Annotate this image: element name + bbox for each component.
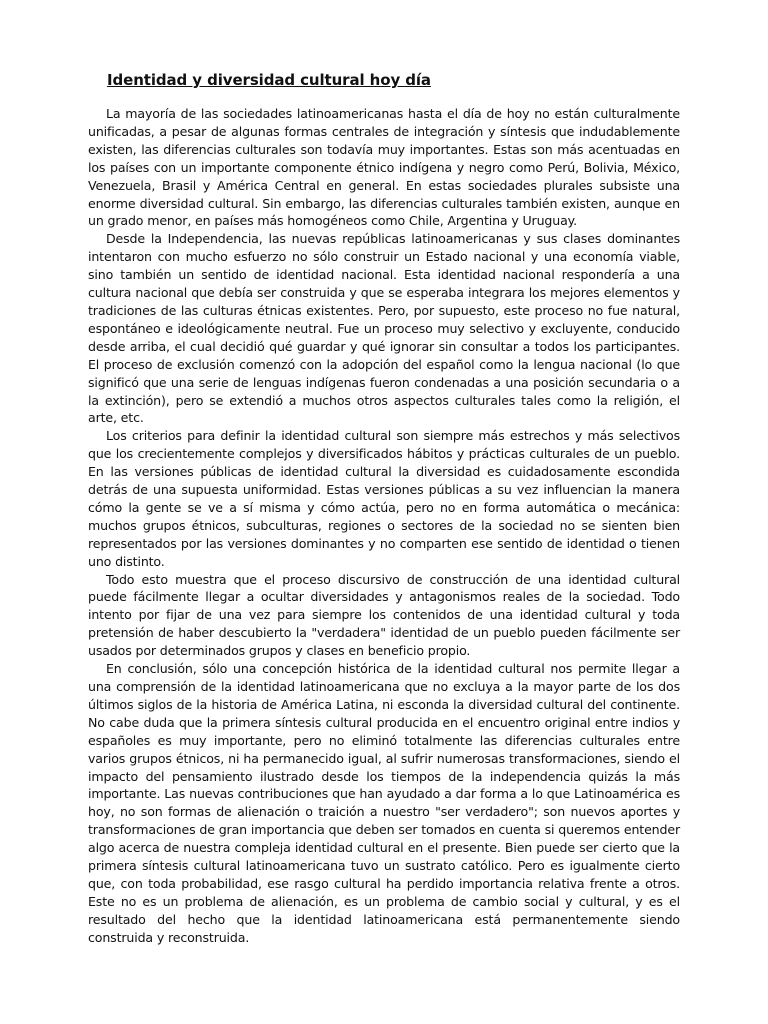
- document-page: [88, 70, 680, 947]
- paragraph-4: Todo esto muestra que el proceso discursivo de construcción de una identidad cultural puede fácilmente llegar a ocultar diversidades y antagonismos reales de la sociedad. Todo intento por fijar de una vez para siempre los contenidos de una identidad cultural y toda pretensión de haber descubierto la "verdadera" identidad de un pueblo pueden fácilmente ser usados por determinados grupos y clases en beneficio propio.: [88, 571, 680, 659]
- paragraph-5: En conclusión, sólo una concepción histórica de la identidad cultural nos permite llegar a una comprensión de la identidad latinoamericana que no excluya a la mayor parte de los dos últimos siglos de la historia de América Latina, ni esconda la diversidad cultural del continente. No cabe duda que la primera síntesis cultural producida en el encuentro original entre indios y españoles es muy importante, pero no eliminó totalmente las diferencias culturales entre varios grupos étnicos, ni ha permanecido igual, al sufrir numerosas transformaciones, siendo el impacto del pensamiento ilustrado desde los tiempos de la independencia quizás la más importante. Las nuevas contribuciones que han ayudado a dar forma a lo que Latinoamérica es hoy, no son formas de alienación o traición a nuestro "ser verdadero"; son nuevos aportes y transformaciones de gran importancia que deben ser tomados en cuenta si queremos entender algo acerca de nuestra compleja identidad cultural en el presente. Bien puede ser cierto que la primera síntesis cultural latinoamericana tuvo un sustrato católico. Pero es igualmente cierto que, con toda probabilidad, ese rasgo cultural ha perdido importancia relativa frente a otros. Este no es un problema de alienación, es un problema de cambio social y cultural, y es el resultado del hecho que la identidad latinoamericana está permanentemente siendo construida y reconstruida.: [88, 661, 680, 945]
- paragraph-2: Desde la Independencia, las nuevas repúblicas latinoamericanas y sus clases dominantes intentaron con mucho esfuerzo no sólo construir un Estado nacional y una economía viable, sino también un sentido de identidad nacional. Esta identidad nacional respondería a una cultura nacional que debía ser construida y que se esperaba integrara los mejores elementos y tradiciones de las culturas étnicas existentes. Pero, por supuesto, este proceso no fue natural, espontáneo e ideológicamente neutral. Fue un proceso muy selectivo y excluyente, conducido desde arriba, el cual decidió qué guardar y qué ignorar sin consultar a todos los participantes. El proceso de exclusión comenzó con la adopción del español como la lengua nacional (lo que significó que una serie de lenguas indígenas fueron condenadas a una posición secundaria o a la extinción), pero se extendió a muchos otros aspectos culturales tales como la religión, el arte, etc.: [88, 231, 680, 426]
- paragraph-1: La mayoría de las sociedades latinoamericanas hasta el día de hoy no están culturalmente unificadas, a pesar de algunas formas centrales de integración y síntesis que indudablemente existen, las diferencias culturales son todavía muy importantes. Estas son más acentuadas en los países con un importante componente étnico indígena y negro como Perú, Bolivia, México, Venezuela, Brasil y América Central en general. En estas sociedades plurales subsiste una enorme diversidad cultural. Sin embargo, las diferencias culturales también existen, aunque en un grado menor, en países más homogéneos como Chile, Argentina y Uruguay.: [88, 106, 680, 229]
- paragraph-3: Los criterios para definir la identidad cultural son siempre más estrechos y más selectivos que los crecientemente complejos y diversificados hábitos y prácticas culturales de un pueblo. En las versiones públicas de identidad cultural la diversidad es cuidadosamente escondida detrás de una supuesta uniformidad. Estas versiones públicas a su vez influencian la manera cómo la gente se ve a sí misma y cómo actúa, pero no en forma automática o mecánica: muchos grupos étnicos, subculturas, regiones o sectores de la sociedad no se sienten bien representados por las versiones dominantes y no comparten ese sentido de identidad o tienen uno distinto.: [88, 428, 680, 569]
- document-title: Identidad y diversidad cultural hoy día: [107, 71, 431, 89]
